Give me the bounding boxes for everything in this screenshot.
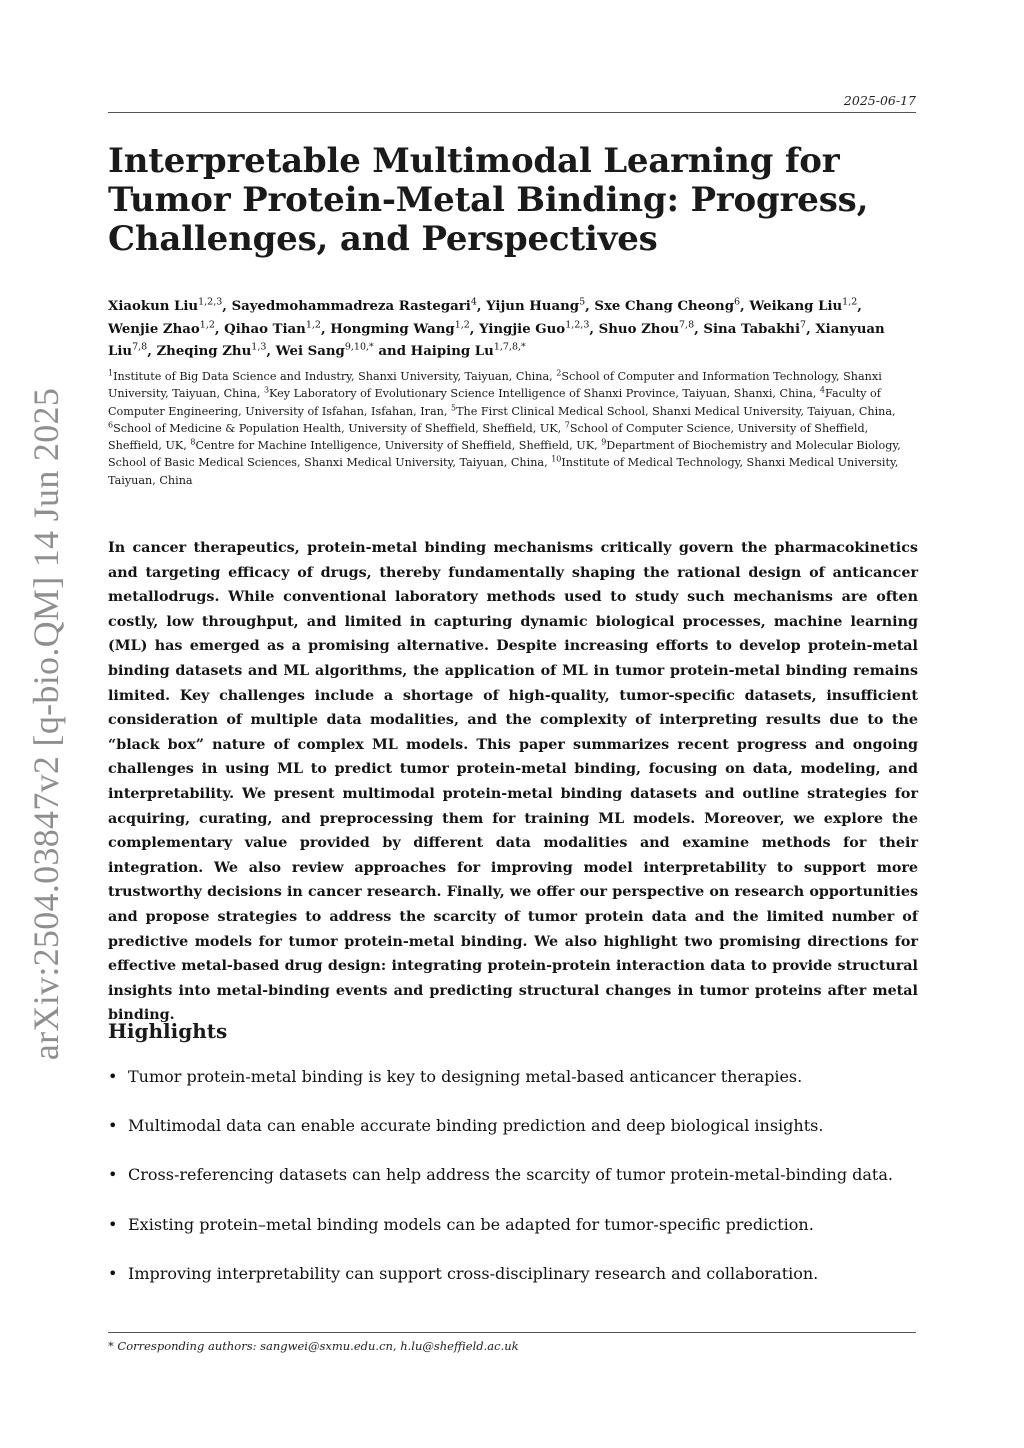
author: Yingjie Guo$^{1,2,3}$ [479, 319, 590, 337]
author: Shuo Zhou$^{7,8}$ [598, 319, 695, 337]
affiliation: $^2$School of Computer and Information Technology, Shanxi University, Taiyuan, China, [108, 368, 882, 401]
affiliation: $^9$Department of Biochemistry and Molecular Biology, School of Basic Medical Sciences, Shanxi Medical University, Taiyuan, China, [108, 437, 901, 470]
highlights-heading: Highlights [108, 1019, 228, 1043]
affiliation: $^8$Centre for Machine Intelligence, University of Sheffield, Sheffield, UK, [190, 437, 602, 453]
author: Sxe Chang Cheong$^6$ [594, 296, 741, 314]
author: Sayedmohammadreza Rastegari$^4$ [231, 296, 477, 314]
highlights-list [108, 1065, 916, 1311]
highlight-item: • Improving interpretability can support cross-disciplinary research and collaboration. [108, 1262, 916, 1311]
highlight-item: • Multimodal data can enable accurate binding prediction and deep biological insights. [108, 1114, 916, 1163]
author: Xianyuan Liu$^{7,8}$ [108, 321, 885, 359]
header-rule [108, 112, 916, 113]
author: Hongming Wang$^{1,2}$ [330, 319, 470, 337]
affiliation: $^6$School of Medicine & Population Health, University of Sheffield, Sheffield, UK, [108, 420, 565, 435]
author-list: Xiaokun Liu$^{1,2,3}$, Sayedmohammadreza Rastegari$^4$, Yijun Huang$^5$, Sxe Chang Cheong$^6$, Weikang Liu$^{1,2}$, Wenjie Zhao$^{1,2}$, Qihao Tian$^{1,2}$, Hongming Wang$^{1,2}$, Yingjie Guo$^{1,2,3}$, Shuo Zhou$^{7,8}$, Sina Tabakhi$^7$, Xianyuan Liu$^{7,8}$, Zheqing Zhu$^{1,3}$, Wei Sang$^{9,10,*}$ and Haiping $Lu^{1,7,8,*}$ [108, 296, 885, 359]
arxiv-sidebar-stamp [26, 387, 66, 1061]
affiliation: $^3$Key Laboratory of Evolutionary Science Intelligence of Shanxi Province, Taiyuan, Shanxi, China, [263, 385, 820, 401]
author: Yijun Huang$^5$ [486, 296, 586, 314]
author: Haiping $Lu^{1,7,8,*}$ [410, 341, 526, 359]
footnote-rule [108, 1332, 916, 1333]
abstract: In cancer therapeutics, protein-metal binding mechanisms critically govern the pharmacokinetics and targeting efficacy of drugs, thereby fundamentally shaping the rational design of anticancer metallodrugs. While conventional laboratory methods used to study such mechanisms are often costly, low throughput, and limited in capturing dynamic biological processes, machine learning (ML) has emerged as a promising alternative. Despite increasing efforts to develop protein-metal binding datasets and ML algorithms, the application of ML in tumor protein-metal binding remains limited. Key challenges include a shortage of high-quality, tumor-specific datasets, insufficient consideration of multiple data modalities, and the complexity of interpreting results due to the “black box” nature of complex ML models. This paper summarizes recent progress and ongoing challenges in using ML to predict tumor protein-metal binding, focusing on data, modeling, and interpretability. We present multimodal protein-metal binding datasets and outline strategies for acquiring, curating, and preprocessing them for training ML models. Moreover, we explore the complementary value provided by different data modalities and examine methods for their integration. We also review approaches for improving model interpretability to support more trustworthy decisions in cancer research. Finally, we offer our perspective on research opportunities and propose strategies to address the scarcity of tumor protein data and the limited number of predictive models for tumor protein-metal binding. We also highlight two promising directions for effective metal-based drug design: integrating protein-protein interaction data to provide structural insights into metal-binding events and predicting structural changes in tumor proteins after metal binding. [108, 540, 918, 1024]
affiliation: $^5$The First Clinical Medical School, Shanxi Medical University, Taiyuan, China, [450, 402, 896, 418]
author: Sina Tabakhi$^7$ [703, 319, 807, 337]
author: Weikang Liu$^{1,2}$ [749, 296, 858, 314]
arxiv-id-text: arXiv:2504.03847v2 [q-bio.QM] 14 Jun 2025 [26, 387, 66, 1061]
author: Wei Sang$^{9,10,*}$ [275, 341, 374, 359]
highlight-item: • Tumor protein-metal binding is key to designing metal-based anticancer therapies. [108, 1065, 916, 1114]
author: Wenjie Zhao$^{1,2}$ [108, 319, 215, 337]
paper-title: Interpretable Multimodal Learning for Tumor Protein-Metal Binding: Progress, Challenges, and Perspectives [108, 141, 869, 259]
bullet-icon: • [108, 1214, 118, 1234]
highlight-item: • Cross-referencing datasets can help address the scarcity of tumor protein-metal-binding data. [108, 1163, 916, 1212]
bullet-icon: • [108, 1067, 118, 1086]
bullet-icon: • [108, 1165, 118, 1185]
affiliation-list [108, 368, 910, 489]
bullet-icon: • [108, 1116, 118, 1136]
bullet-icon: • [108, 1263, 118, 1283]
affiliation: $^1$Institute of Big Data Science and Industry, Shanxi University, Taiyuan, China, [108, 368, 557, 383]
author: Qihao Tian$^{1,2}$ [224, 319, 321, 337]
affiliation: $^{10}$Institute of Medical Technology, Shanxi Medical University, Taiyuan, China [108, 454, 899, 487]
header-date: 2025-06-17 [843, 93, 916, 108]
corresponding-authors-footnote: * Corresponding authors: sangwei@sxmu.edu.cn, h.lu@sheffield.ac.uk [108, 1339, 519, 1353]
affiliation: $^7$School of Computer Science, University of Sheffield, Sheffield, UK, [108, 420, 869, 453]
author: Xiaokun Liu$^{1,2,3}$ [108, 296, 223, 314]
author: Zheqing Zhu$^{1,3}$ [156, 341, 267, 359]
highlight-item: • Existing protein–metal binding models can be adapted for tumor-specific prediction. [108, 1213, 916, 1262]
affiliation: $^4$Faculty of Computer Engineering, University of Isfahan, Isfahan, Iran, [108, 385, 881, 418]
